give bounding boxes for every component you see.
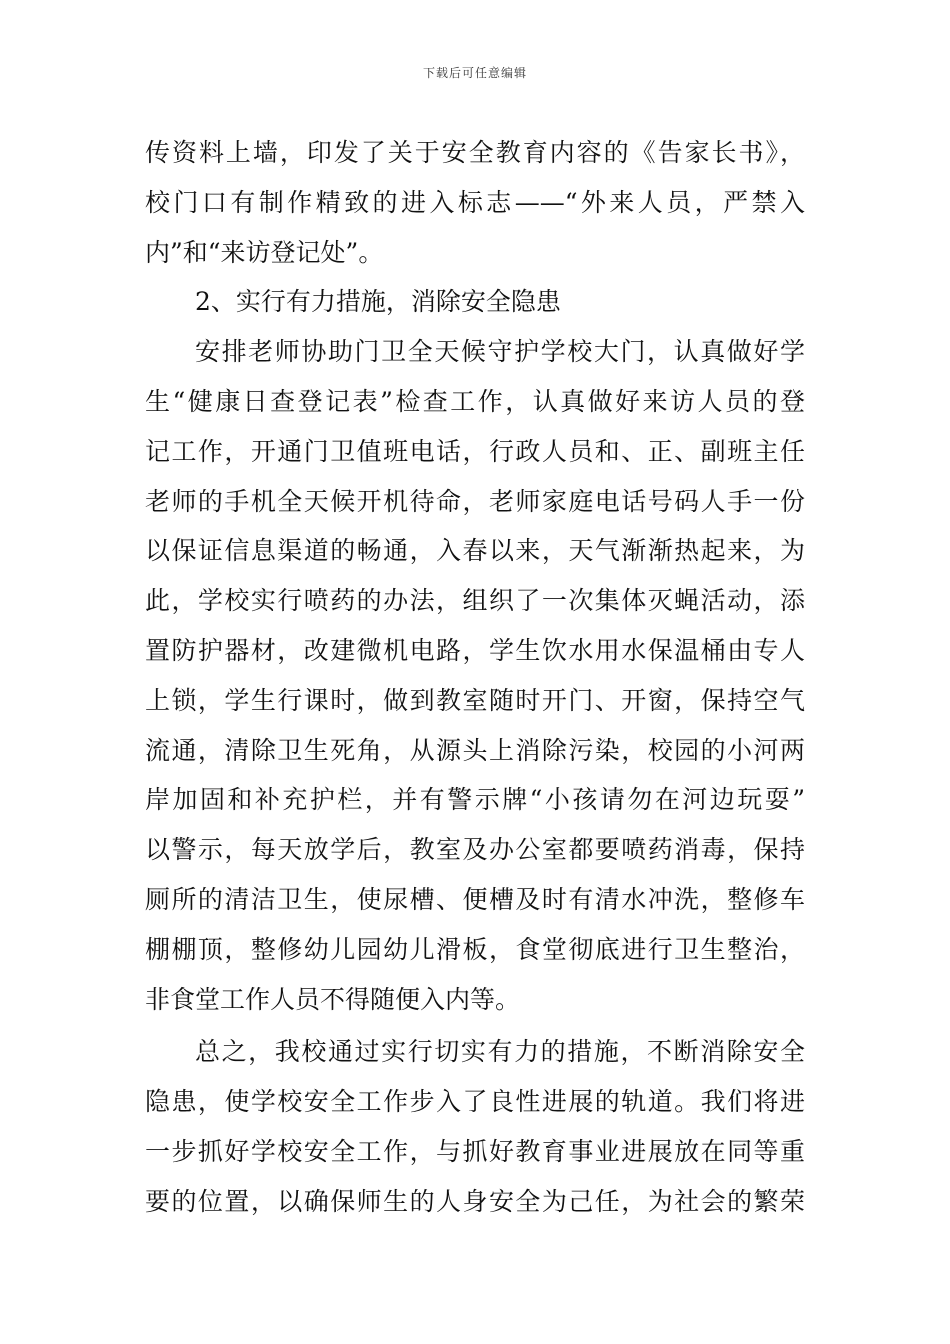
section-heading [145, 277, 805, 327]
text-line: 流通，清除卫生死角，从源头上消除污染，校园的小河两 [145, 735, 805, 765]
text-line: 内”和“来访登记处”。 [145, 237, 384, 267]
text-line: 隐患，使学校安全工作步入了良性进展的轨道。我们将进 [145, 1087, 805, 1117]
text-line: 老师的手机全天候开机待命，老师家庭电话号码人手一份 [145, 486, 805, 516]
text-line: 棚棚顶，整修幼儿园幼儿滑板，食堂彻底进行卫生整治， [145, 934, 805, 964]
text-line: 记工作，开通门卫值班电话，行政人员和、正、副班主任 [145, 436, 805, 466]
text-line: 一步抓好学校安全工作，与抓好教育事业进展放在同等重 [145, 1136, 805, 1166]
text-line: 此，学校实行喷药的办法，组织了一次集体灭蝇活动，添 [145, 586, 805, 616]
document-body [145, 128, 805, 1227]
text-line: 岸加固和补充护栏，并有警示牌“小孩请勿在河边玩耍” [145, 785, 805, 815]
text-line: 2、实行有力措施，消除安全隐患 [195, 287, 561, 317]
page-header: 下载后可任意编辑 [422, 66, 527, 80]
text-line: 非食堂工作人员不得随便入内等。 [145, 984, 521, 1014]
text-line: 传资料上墙，印发了关于安全教育内容的《告家长书》， [145, 138, 805, 167]
text-line: 安排老师协助门卫全天候守护学校大门，认真做好学 [195, 337, 805, 367]
text-line: 要的位置，以确保师生的人身安全为己任，为社会的繁荣 [145, 1186, 805, 1216]
paragraph [145, 128, 805, 277]
paragraph [145, 327, 805, 1024]
text-line: 置防护器材，改建微机电路，学生饮水用水保温桶由专人 [145, 635, 805, 665]
text-line: 校门口有制作精致的进入标志——“外来人员，严禁入 [145, 187, 805, 217]
text-line: 厕所的清洁卫生，使尿槽、便槽及时有清水冲洗，整修车 [145, 884, 805, 914]
text-line: 以保证信息渠道的畅通，入春以来，天气渐渐热起来，为 [145, 536, 805, 566]
text-line: 总之，我校通过实行切实有力的措施，不断消除安全 [195, 1037, 805, 1067]
text-line: 上锁，学生行课时，做到教室随时开门、开窗，保持空气 [145, 685, 805, 715]
text-line: 生“健康日查登记表”检查工作，认真做好来访人员的登 [145, 386, 805, 416]
paragraph [145, 1027, 805, 1226]
text-line: 以警示，每天放学后，教室及办公室都要喷药消毒，保持 [145, 835, 805, 865]
